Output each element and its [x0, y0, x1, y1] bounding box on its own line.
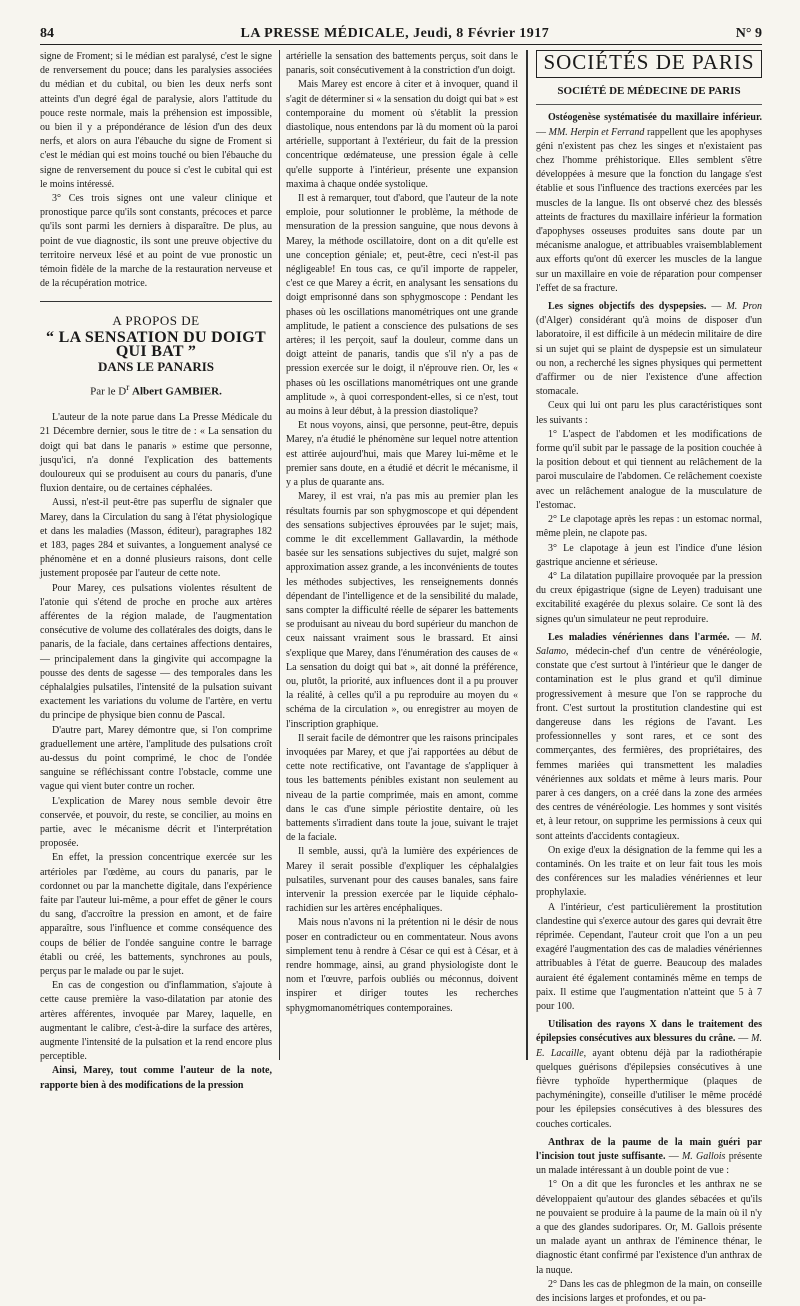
column-3 — [536, 50, 763, 1305]
page-number: 84 — [40, 26, 54, 41]
society-heading: SOCIÉTÉ DE MÉDECINE DE PARIS — [557, 85, 741, 98]
section-authors: MM. Herpin et Ferrand — [548, 126, 645, 138]
paragraph: En effet, la pression concentrique exercée sur les artérioles par l'œdème, au cours du panaris, par le cordonnet ou par la manchette digitale, dans l'expérience faite par l'auteur lui-même, a pour effet de gêner le cours du sang, d'accroître la pression en amont, et de faire apparaître, sous l'influence et comme conséquence des coups de bélier de l'ondée sanguine contre le barrage établi ou créé, les battements, synchrones au pouls, perçus par le malade ou par le sujet. — [40, 852, 272, 978]
paragraph: Ainsi, Marey, tout comme l'auteur de la note, rapporte bien à des modifications de la pression — [40, 1065, 272, 1091]
paragraph: En cas de congestion ou d'inflammation, s'ajoute à cette cause première la vaso-dilatation par atonie des artères afférentes, invoquée par Marey, laquelle, en augmentant le calibre, c'est-à-dire la surface des artères, augmente l'intensité de la pulsation et la rend encore plus perceptible. — [40, 980, 272, 1063]
section-title: Anthrax de la paume de la main guéri par l'incision tout juste suffisante. — [536, 1136, 762, 1163]
section-authors: M. Pron — [726, 301, 762, 313]
byline-prefix: Par le D — [90, 385, 127, 398]
section-text: , ayant obtenu déjà par la radiothérapie quelques guérisons d'épilepsies consécutives à une fièvre typhoïde hyperthermique (plaques de pachyméningite), conseille d'utiliser le même procédé pour les épilepsies consécutives à des blessures des couches corticales. — [536, 1047, 762, 1130]
section-text: , médecin-chef d'un centre de vénéréologie, constate que c'est surtout à l'intérieur que le danger de contamination est le plus grand et qu'il diminue progressivement à mesure que l'on se rapproche du front. C'est surtout la prostitution clandestine qui est dangereuse dans les régions de l'avant. Les professionnelles y sont rares, et ce sont des commerçantes, des fermières, des propriétaires, des femmes mariées qui transmettent les maladies vénériennes aux soldats et même à leurs maris. Pour parer à ces dangers, on a créé dans la zone des armées des centres de vénéréologie. Les hommes y sont visités et, à leur retour, on supprime les permissions à ceux qui sont atteints d'accidents contagieux. — [536, 645, 762, 842]
report-section: Ostéogenèse systématisée du maxillaire inférieur. — MM. Herpin et Ferrand rappellent que les apophyses géni n'existent pas chez les singes et n'existaient pas chez l'homme préhistorique. Elles semblent s'être développées à mesure que la fonction du langage s'est établie et sous l'influence des tractions exercées par les muscles de la langue. Ils ont observé chez des blessés atteints de fractures du maxillaire inférieur la formation d'apophyses osseuses produites sans doute par un mécanisme analogue, et attribuables vraisemblablement aux efforts qu'ont dû exercer les muscles de la langue sur un maxillaire en voie de réparation pour compenser l'effet de sa fracture. — [536, 112, 763, 294]
section-title: Les signes objectifs des dyspepsies. — [548, 301, 707, 313]
paragraph: Il semble, aussi, qu'à la lumière des expériences de Marey il serait possible d'expliquer les céphalalgies pulsatiles, survenant pour des causes banales, sans faire intervenir la pression exercée par le liquide céphalo-rachidien sur les artères encéphaliques. — [286, 846, 518, 915]
byline-sup: r — [126, 382, 130, 393]
divider — [536, 104, 762, 105]
section-title: Ostéogenèse systématisée du maxillaire inférieur. — [548, 112, 762, 124]
paragraph: Mais Marey est encore à citer et à invoquer, quand il s'agit de déterminer si « la sensation du doigt qui bat » est contemporaine du moment où s'établit la pression diastolique, nous entendons par là du moment où la paroi artérielle, supportant à l'extérieur, du fait de la pression concentrique œdémateuse, une pression égale à celle qu'elle supporte à l'intérieur, présente une expansion maxima à chaque ondée systolique. — [286, 79, 518, 190]
report-section: Les signes objectifs des dyspepsies. — M. Pron (d'Alger) considérant qu'à moins de disposer d'un laboratoire, il est difficile à un médecin militaire de dire si un sujet qui se plaint de dyspepsie est un simulateur ou non, a recherché les signes physiques qui permettent d'affirmer ou de nier l'existence d'une affection stomacale. — [536, 301, 762, 398]
paragraph: 2° Le clapotage après les repas : un estomac normal, même plein, ne clapote pas. — [536, 514, 762, 540]
columns — [40, 50, 763, 1305]
paragraph: 3° Ces trois signes ont une valeur clinique et pronostique parce qu'ils sont constants, précoces et parce qu'ils sont parmi les derniers à disparaître. De plus, au point de vue diagnostic, ils sont une preuve objective du territoire nerveux lésé et au point de vue pronostic un témoin fidèle de la marche de la restauration nerveuse et de la récupération motrice. — [40, 193, 272, 290]
column-divider — [526, 50, 528, 1060]
section-title: Utilisation des rayons X dans le traitement des épilepsies consécutives aux blessures du crâne. — [536, 1019, 762, 1045]
paragraph: Pour Marey, ces pulsations violentes résultent de l'atonie qui s'étend de proche en proche aux artères afférentes de la région malade, de l'augmentation consécutive de volume des collatérales des doigts, dans le panaris, de la faciale, dans certaines affections dentaires, — principalement dans la gingivite qui accompagne la pousse des dents de sagesse — des temporales dans les céphalalgies pulsatiles, l'intensité de la pulsation suivant exactement les variations du volume de l'artère, en vertu du principe de physique bien connu de Pascal. — [40, 582, 272, 722]
paragraph: 3° Le clapotage à jeun est l'indice d'une lésion gastrique ancienne et sérieuse. — [536, 542, 762, 568]
paragraph: Mais nous n'avons ni la prétention ni le désir de nous poser en contradicteur ou en commentateur. Nous avons simplement tenu à rendre à César ce qui est à César, et à rendre hommage, ainsi, au grand physiologiste dont le nom et l'œuvre, parfois oubliés ou méconnus, doivent inspirer et diriger toutes les recherches sphygmomanométriques contemporaines. — [286, 917, 518, 1014]
heading-line: A PROPOS DE — [112, 313, 200, 329]
section-text: présente un malade intéressant à un double point de vue : — [536, 1151, 763, 1177]
section-banner — [536, 50, 762, 78]
paragraph: Marey, il est vrai, n'a pas mis au premier plan les résultats fournis par son sphygmoscope et qui dépendent des sensations subjectives éprouvées par le sujet; mais, comme le dit excellemment Gallavardin, la méthode basée sur les sensations subjectives du sujet, malgré son approximation assez grande, a les inconvénients de toutes les méthodes subjectives, les renseignements donnés dépendant de l'intelligence et de la sensibilité du malade, sans compter la difficulté réelle de séparer les battements se produisant au niveau du bord supérieur du manchon de ceux naissant vraiment sous le brassard. Et ainsi s'explique que Marey, dans l'énumération des causes de « La sensation du doigt qui bat », ait donné la préférence, ou, plutôt, la priorité, aux influences dont il a pu prouver la réalité, à celles qu'il a pu reproduire au moyen du « schéma de la circulation », ou enregistrer au moyen de l'inscription graphique. — [286, 491, 518, 730]
paragraph: A l'intérieur, c'est particulièrement la prostitution clandestine qui s'exerce autour des gares qui devrait être réprimée. Cependant, l'auteur croit que l'on a un peu exagéré l'augmentation des cas de maladies vénériennes attribuables à l'état de guerre. Beaucoup des malades auraient été également contaminés même en temps de paix. Il estime que l'augmentation n'atteint que 5 à 7 pour 100. — [536, 901, 762, 1012]
report-section: Anthrax de la paume de la main guéri par l'incision tout juste suffisante. — M. Gallois présente un malade intéressant à un double point de vue : — [536, 1136, 763, 1177]
paragraph: Ceux qui lui ont paru les plus caractéristiques sont les suivants : — [536, 400, 762, 426]
paragraph: On exige d'eux la désignation de la femme qui les a contaminés. On les traite et on leur fait tous les mois des conférences sur les maladies vénériennes et leur prophylaxie. — [536, 844, 762, 899]
heading-line: DANS LE PANARIS — [97, 359, 215, 375]
column-divider — [279, 50, 280, 1060]
paragraph: 4° La dilatation pupillaire provoquée par la pression du creux épigastrique (signe de Leyen) traduisant une excitabilité exagérée du plexus solaire. Ce sont là des signes qu'un simulateur ne peut reproduire. — [536, 570, 762, 625]
page-header — [40, 20, 762, 45]
column-2 — [286, 50, 518, 1070]
paragraph: artérielle la sensation des battements perçus, soit dans le panaris, soit consécutivement à la constriction d'un doigt. — [286, 51, 518, 77]
paragraph: Aussi, n'est-il peut-être pas superflu de signaler que Marey, dans la Circulation du sang à l'état physiologique et dans les maladies (Masson, éditeur), paragraphes 182 et 183, pages 284 et suivantes, a longuement analysé ce phénomène et en a donné plusieurs raisons, dont celle justement proposée par l'auteur de cette note. — [40, 497, 272, 580]
paragraph: L'explication de Marey nous semble devoir être conservée, et pouvoir, du reste, se concilier, au moins en partie, avec le mécanisme décrit et l'interprétation proposée. — [40, 795, 272, 850]
paragraph: 2° Dans les cas de phlegmon de la main, on conseille des incisions larges et profondes, et ou pa- — [536, 1278, 762, 1305]
banner-title: SOCIÉTÉS DE PARIS — [543, 50, 755, 74]
paragraph: L'auteur de la note parue dans La Presse Médicale du 21 Décembre dernier, sous le titre de : « La sensation du doigt qui bat dans le panaris » estime que personne, jusqu'ici, n'a donné l'explication des battements douloureux qui se produisent au cours du panaris, d'une fluxion dentaire, ou de certaines céphalées. — [40, 412, 272, 495]
paragraph: Il serait facile de démontrer que les raisons principales invoquées par Marey, et que j'ai rapportées au début de cette note rectificative, ont l'avantage de s'appliquer à tous les battements pénibles existant non seulement au niveau de la partie comprimée, mais en amont, comme dans le cas d'une simple périostite dentaire, où les battements s'irradient dans toute la joue, suivant le trajet de la faciale. — [286, 732, 518, 844]
journal-title: LA PRESSE MÉDICALE, Jeudi, 8 Février 1917 — [240, 26, 550, 41]
byline — [40, 380, 272, 399]
paragraph: Il est à remarquer, tout d'abord, que l'auteur de la note emploie, pour solutionner le problème, la méthode de mensuration de la pression sanguine, que nous devons à Marey, la méthode oscillatoire, dont on a dit qu'elle est une conception géniale; et, peut-être, ceci n'est-il pas négligeable! En tous cas, ce qu'il importe de rappeler, c'est ce que Marey a écrit, en analysant les sensations du doigt emprisonné dans son sphygmoscope : Pendant les phases où les oscillations manométriques ont une grande amplitude, le patient a conscience des pulsations de ses artères; il les perçoit, sauf la douleur, comme dans un doigt atteint de panaris, tandis que s'il n'y a pas de pression exercée sur le doigt, il n'éprouve rien. Or, les « phases où les oscillations manométriques ont une grande amplitude », à quoi correspondent-elles, si ce n'est, tout au moins à leur début, à la pression diastolique? — [286, 193, 518, 418]
paragraph: Et nous voyons, ainsi, que personne, peut-être, depuis Marey, n'a étudié le phénomène sur lequel notre attention est attirée aujourd'hui, mais que Marey lui-même et le premier sans doute, en a étudié et décrit le mécanisme, il y a plus de quarante ans. — [286, 420, 518, 489]
section-title: Les maladies vénériennes dans l'armée. — [548, 631, 730, 643]
paragraph: signe de Froment; si le médian est paralysé, c'est le signe de renversement du pouce; dans les paralysies associées du médian et du cubital, ou bien les deux nerfs sont atteints d'un degré égal de paralysie, alors l'attitude du pouce reste normale, mais la préhension est impossible, ou bien il y a prépondérance de lésion d'un des deux nerfs, et alors on aura l'ébauche du signe de Froment si c'est le médian qui est moins touché ou bien l'ébauche du signe de renversement du pouce si c'est le cubital qui est le moins intéressé. — [40, 51, 272, 190]
report-section: Les maladies vénériennes dans l'armée. — M. Salamo, médecin-chef d'un centre de vénéréologie, constate que c'est surtout à l'intérieur que le danger de contamination est le plus grand et qu'il diminue progressivement à mesure que l'on se rapproche du front. C'est surtout la prostitution clandestine qui est dangereuse dans les régions de l'avant. Les professionnelles y sont rares, et ce sont des commerçantes, des fermières, des propriétaires, des femmes mariées qui transmettent les maladies vénériennes aux soldats et même à leurs maris. Pour parer à ces dangers, on a créé dans la zone des armées des centres de vénéréologie. Les hommes y sont visités et, à leur retour, on supprime les permissions à ceux qui sont atteints d'accidents contagieux. — [536, 631, 762, 842]
report-section: Utilisation des rayons X dans le traitement des épilepsies consécutives aux blessures du crâne. — M. E. Lacaille, ayant obtenu déjà par la radiothérapie quelques guérisons d'épilepsies consécutives à une fièvre typhoïde hyperthermique (plaques de pachyméningite), conseille d'utiliser le même procédé pour les épilepsies consécutives à des blessures des couches corticales. — [536, 1019, 762, 1130]
byline-author: Albert GAMBIER. — [132, 385, 222, 398]
section-authors: M. E. Lacaille — [536, 1033, 762, 1059]
paragraph: D'autre part, Marey démontre que, si l'on comprime graduellement une artère, l'amplitude des pulsations croît au-dessus du point comprimé, le choc de l'ondée sanguine se réfléchissant contre l'obstacle, comme une vague qui vient buter contre un rocher. — [40, 724, 272, 793]
issue-number: N° 9 — [735, 26, 762, 41]
section-text: (d'Alger) considérant qu'à moins de disposer d'un laboratoire, il est difficile à un médecin militaire de dire si un sujet qui se plaint de dyspepsie est un simulateur ou non, a recherché les signes physiques qui permettent d'affirmer ou de nier l'existence d'une affection stomacale. — [536, 315, 762, 398]
article-heading — [40, 314, 272, 399]
article-title: “ LA SENSATION DU DOIGT QUI BAT ” — [46, 328, 266, 360]
article-divider — [40, 301, 272, 302]
paragraph: 1° L'aspect de l'abdomen et les modifications de forme qu'il subit par le passage de la position couchée à la position debout et qui tiennent au relâchement de la paroi musculaire de l'abdomen. Ce relâchement coexiste avec un relâchement analogue de la musculature de l'estomac. — [536, 428, 762, 511]
section-authors: M. Salamo — [536, 631, 762, 657]
section-authors: M. Gallois — [681, 1151, 726, 1163]
paragraph: 1° On a dit que les furoncles et les anthrax ne se développaient qu'autour des glandes sébacées et qu'ils ne pouvaient se produire à la paume de la main où il n'y a que des glandes sudoripares. Or, M. Gallois présente un malade ayant un anthrax de l'éminence thénar, le diagnostic étant confirmé par l'existence d'un anthrax de la nuque. — [536, 1179, 762, 1276]
section-text: rappellent que les apophyses géni n'existent pas chez les singes et n'existaient pas chez l'homme préhistorique. Elles semblent s'être développées à mesure que la fonction du langage s'est établie et sous l'influence des tractions exercées par les muscles de la langue. Ils ont observé chez des blessés atteints de fractures du maxillaire inférieur la formation d'apophyses osseuses produites sans doute par un mécanisme analogue, et attribuables vraisemblablement aux efforts qu'ont dû exercer les muscles de la langue sur un maxillaire en voie de réparation pour compenser l'effet de sa fracture. — [536, 126, 763, 294]
column-1 — [40, 50, 272, 1091]
